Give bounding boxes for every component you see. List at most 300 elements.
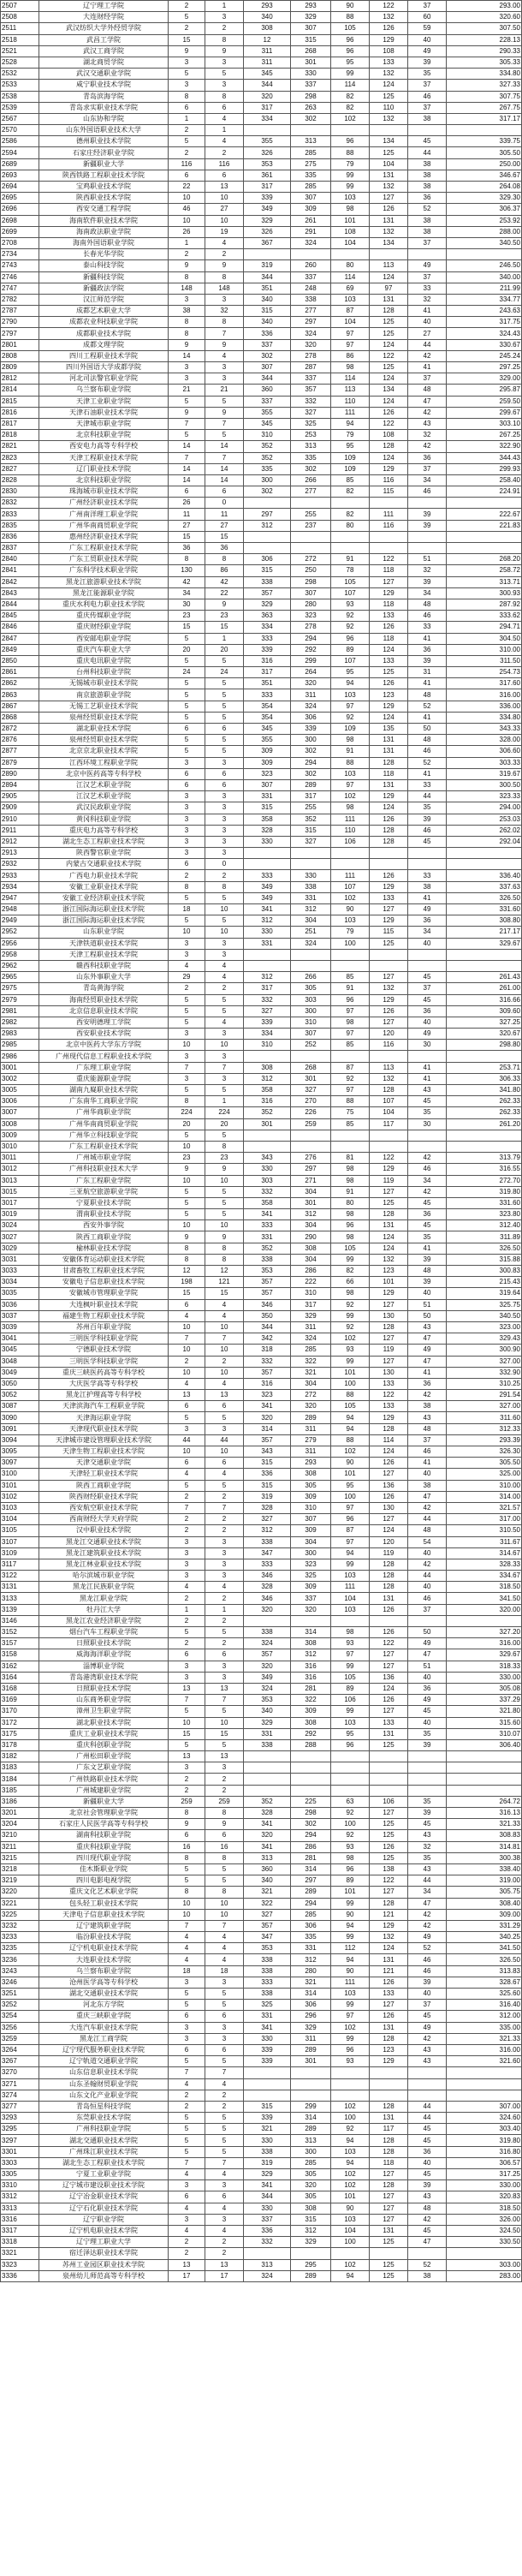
subject-score-cell: 36 [408,1005,447,1017]
school-code-cell: 3024 [1,1220,39,1231]
subject-score-cell: 124 [370,1943,408,1954]
plan-count-cell: 8 [169,881,205,892]
subject-score-cell: 128 [370,757,408,768]
plan-count-cell: 15 [169,531,205,542]
plan-count-cell: 9 [169,407,205,418]
school-code-cell: 2982 [1,1017,39,1028]
subject-score-cell: 101 [331,2191,370,2203]
school-code-cell: 3101 [1,1480,39,1491]
plan-count-cell: 198 [169,1277,205,1288]
table-row [1,147,522,158]
school-code-cell: 3050 [1,1378,39,1389]
subject-score-cell: 39 [408,655,447,666]
subject-score-cell: 132 [370,1254,408,1265]
school-name-cell: 天津现代职业技术学院 [39,1423,169,1434]
school-code-cell: 2693 [1,170,39,181]
table-row [1,633,522,644]
subject-score-cell: 33 [408,870,447,881]
min-score-cell: 272 [291,1390,331,1401]
subject-score-cell: 82 [331,486,370,498]
subject-score-cell: 40 [408,1717,447,1728]
school-code-cell: 2965 [1,972,39,983]
plan-count-cell: 3 [169,802,205,814]
subject-score-cell: 109 [331,724,370,735]
table-row [1,1785,522,1796]
school-name-cell: 陕西职业技术学院 [39,193,169,204]
school-name-cell: 四川现代职业学院 [39,1852,169,1863]
plan-count-cell: 8 [169,271,205,283]
school-name-cell: 乌兰察布职业学院 [39,385,169,396]
subject-score-cell: 99 [331,1898,370,1909]
min-score-cell: 312 [291,1649,331,1661]
school-code-cell: 3219 [1,1875,39,1887]
school-name-cell: 四川工程职业技术学院 [39,350,169,361]
school-name-cell: 黑龙江旅游职业技术学院 [39,576,169,587]
table-row [1,960,522,971]
subject-score-cell: 124 [370,712,408,723]
table-row [1,644,522,655]
subject-score-cell [408,125,447,136]
admitted-count-cell: 5 [205,1209,244,1220]
table-row [1,746,522,757]
subject-score-cell: 90 [331,1458,370,1469]
admitted-count-cell: 10 [205,1220,244,1231]
average-score-cell: 317.60 [447,678,522,689]
average-score-cell: 250.00 [447,158,522,170]
average-score-cell: 261.00 [447,983,522,994]
plan-count-cell: 10 [169,1446,205,1458]
plan-count-cell: 2 [169,2237,205,2248]
subject-score-cell: 98 [331,802,370,814]
school-name-cell: 西安电力高等专科学校 [39,441,169,452]
school-name-cell: 广州现代信息工程职业技术学院 [39,1051,169,1062]
school-name-cell: 漳州卫生职业学院 [39,1706,169,1717]
max-score-cell: 328 [244,1808,291,1819]
plan-count-cell: 42 [169,576,205,587]
subject-score-cell [370,531,408,542]
subject-score-cell: 45 [408,2135,447,2146]
min-score-cell: 289 [291,2270,331,2281]
max-score-cell: 303 [244,1175,291,1186]
subject-score-cell: 42 [408,1559,447,1570]
max-score-cell: 315 [244,306,291,317]
subject-score-cell: 131 [370,779,408,790]
plan-count-cell: 5 [169,1085,205,1096]
school-name-cell: 临汾职业技术学院 [39,1932,169,1943]
min-score-cell [291,960,331,971]
subject-score-cell: 99 [331,1559,370,1570]
school-code-cell: 2979 [1,994,39,1005]
subject-score-cell: 128 [370,1582,408,1593]
min-score-cell: 324 [291,938,331,949]
min-score-cell: 312 [291,2225,331,2236]
subject-score-cell: 89 [331,1875,370,1887]
school-name-cell: 湖北交通职业技术学院 [39,2135,169,2146]
average-score-cell: 215.43 [447,1277,522,1288]
school-code-cell: 2842 [1,576,39,587]
subject-score-cell: 120 [370,1536,408,1547]
average-score-cell: 217.17 [447,927,522,938]
table-row [1,1118,522,1130]
subject-score-cell: 127 [370,1356,408,1367]
min-score-cell: 261 [291,215,331,226]
subject-score-cell: 125 [370,328,408,339]
admitted-count-cell: 5 [205,2056,244,2067]
school-code-cell: 3297 [1,2135,39,2146]
admitted-count-cell: 8 [205,1141,244,1152]
min-score-cell: 327 [291,407,331,418]
subject-score-cell: 98 [331,1209,370,1220]
subject-score-cell: 102 [331,2259,370,2270]
table-row [1,1559,522,1570]
school-code-cell: 2567 [1,113,39,124]
school-code-cell: 2828 [1,474,39,486]
school-code-cell: 2843 [1,587,39,599]
average-score-cell: 341.50 [447,1593,522,1604]
average-score-cell: 311.89 [447,1231,522,1243]
subject-score-cell: 43 [408,1863,447,1875]
table-row [1,91,522,102]
subject-score-cell: 30 [408,1118,447,1130]
average-score-cell: 321.60 [447,2056,522,2067]
admitted-count-cell: 5 [205,1130,244,1141]
school-name-cell: 四川外国语大学成都学院 [39,362,169,373]
subject-score-cell: 36 [408,915,447,927]
min-score-cell: 272 [291,554,331,565]
school-name-cell: 广州珠江职业技术学院 [39,2146,169,2157]
subject-score-cell: 103 [331,768,370,779]
min-score-cell: 330 [291,870,331,881]
school-name-cell: 天津城市职业学院 [39,418,169,429]
max-score-cell: 345 [244,724,291,735]
school-name-cell: 湖南九嶷职业技术学院 [39,1085,169,1096]
max-score-cell: 337 [244,2214,291,2225]
plan-count-cell: 10 [169,193,205,204]
min-score-cell: 309 [291,1706,331,1717]
average-score-cell: 322.90 [447,441,522,452]
table-row [1,1434,522,1446]
plan-count-cell: 2 [169,2090,205,2101]
min-score-cell: 287 [291,362,331,373]
max-score-cell: 337 [244,396,291,407]
subject-score-cell: 48 [408,599,447,610]
subject-score-cell: 87 [331,1525,370,1536]
max-score-cell: 306 [244,554,291,565]
subject-score-cell: 42 [408,1390,447,1401]
subject-score-cell: 107 [331,655,370,666]
max-score-cell: 338 [244,576,291,587]
subject-score-cell [408,1051,447,1062]
school-code-cell: 3091 [1,1423,39,1434]
school-code-cell: 3317 [1,2225,39,2236]
subject-score-cell: 98 [331,362,370,373]
admitted-count-cell: 10 [205,904,244,915]
min-score-cell: 311 [291,2033,331,2044]
subject-score-cell: 60 [408,12,447,23]
plan-count-cell: 5 [169,396,205,407]
plan-count-cell: 5 [169,1186,205,1197]
admitted-count-cell: 3 [205,2180,244,2191]
min-score-cell: 322 [291,1356,331,1367]
subject-score-cell: 94 [331,2270,370,2281]
table-row [1,870,522,881]
school-code-cell: 2832 [1,498,39,509]
max-score-cell: 320 [244,1830,291,1841]
average-score-cell: 320.67 [447,1029,522,1040]
plan-count-cell: 24 [169,667,205,678]
average-score-cell [447,960,522,971]
average-score-cell: 336.00 [447,701,522,712]
subject-score-cell [408,543,447,554]
subject-score-cell: 95 [331,667,370,678]
subject-score-cell: 33 [408,283,447,294]
min-score-cell: 317 [291,791,331,802]
average-score-cell: 272.70 [447,1175,522,1186]
average-score-cell: 316.66 [447,994,522,1005]
plan-count-cell: 2 [169,125,205,136]
admitted-count-cell: 3 [205,848,244,859]
subject-score-cell [331,2078,370,2090]
plan-count-cell: 6 [169,1458,205,1469]
average-score-cell: 295.87 [447,385,522,396]
average-score-cell: 254.73 [447,667,522,678]
average-score-cell: 294.71 [447,622,522,633]
max-score-cell: 320 [244,1661,291,1672]
school-name-cell: 广州华商职业学院 [39,1107,169,1118]
max-score-cell: 334 [244,1029,291,1040]
school-name-cell: 广州科技职业学院 [39,2124,169,2135]
plan-count-cell: 8 [169,1254,205,1265]
subject-score-cell: 124 [370,271,408,283]
min-score-cell: 288 [291,1739,331,1750]
admitted-count-cell: 21 [205,385,244,396]
max-score-cell: 328 [244,1582,291,1593]
admitted-count-cell: 4 [205,2169,244,2180]
school-code-cell: 3012 [1,1164,39,1175]
max-score-cell: 354 [244,701,291,712]
school-name-cell: 沧州医学高等专科学校 [39,1977,169,1988]
max-score-cell: 333 [244,633,291,644]
admitted-count-cell: 2 [205,23,244,34]
min-score-cell: 303 [291,994,331,1005]
subject-score-cell: 93 [331,1638,370,1649]
school-name-cell: 重庆三峡医药高等专科学校 [39,1367,169,1378]
school-code-cell: 2734 [1,249,39,260]
subject-score-cell: 129 [370,463,408,474]
min-score-cell: 300 [291,2146,331,2157]
subject-score-cell: 46 [408,91,447,102]
plan-count-cell: 2 [169,1356,205,1367]
admitted-count-cell: 32 [205,306,244,317]
school-name-cell: 宝鸡职业技术学院 [39,182,169,193]
average-score-cell: 321.33 [447,1819,522,1830]
subject-score-cell: 44 [408,2113,447,2124]
max-score-cell: 319 [244,2157,291,2168]
min-score-cell: 322 [291,1695,331,1706]
subject-score-cell: 103 [331,689,370,701]
subject-score-cell: 119 [370,1175,408,1186]
admitted-count-cell: 2 [205,1356,244,1367]
table-row [1,836,522,847]
max-score-cell: 341 [244,1401,291,1412]
subject-score-cell: 127 [370,1808,408,1819]
school-code-cell: 2985 [1,1040,39,1051]
admitted-count-cell: 36 [205,543,244,554]
plan-count-cell: 5 [169,701,205,712]
admitted-count-cell: 3 [205,294,244,305]
subject-score-cell: 49 [408,2022,447,2033]
school-code-cell: 3010 [1,1141,39,1152]
plan-count-cell: 10 [169,1040,205,1051]
min-score-cell: 321 [291,1977,331,1988]
subject-score-cell: 49 [408,1932,447,1943]
subject-score-cell: 118 [370,565,408,576]
admitted-count-cell: 2 [205,1491,244,1502]
school-code-cell: 3102 [1,1491,39,1502]
school-name-cell: 大连汽车职业技术学院 [39,2022,169,2033]
school-name-cell: 重庆科创职业学院 [39,1739,169,1750]
subject-score-cell [408,531,447,542]
school-code-cell: 3049 [1,1367,39,1378]
max-score-cell: 352 [244,1107,291,1118]
school-code-cell: 2913 [1,848,39,859]
admitted-count-cell: 5 [205,1085,244,1096]
table-row [1,983,522,994]
school-name-cell: 江汉艺术职业学院 [39,779,169,790]
min-score-cell: 329 [291,2022,331,2033]
plan-count-cell: 2 [169,147,205,158]
subject-score-cell: 47 [408,2237,447,2248]
subject-score-cell: 124 [370,452,408,463]
school-name-cell: 汉江师范学院 [39,294,169,305]
max-score-cell: 341 [244,904,291,915]
subject-score-cell: 33 [408,779,447,790]
plan-count-cell: 3 [169,1029,205,1040]
school-name-cell: 海南软件职业技术学院 [39,215,169,226]
subject-score-cell: 134 [370,136,408,147]
plan-count-cell: 3 [169,1571,205,1582]
table-row [1,418,522,429]
min-score-cell: 357 [291,385,331,396]
subject-score-cell: 95 [331,441,370,452]
school-code-cell: 2867 [1,701,39,712]
table-row [1,1739,522,1750]
admitted-count-cell: 5 [205,1197,244,1208]
school-name-cell: 辽宁冶金职业技术学院 [39,2191,169,2203]
admitted-count-cell: 3 [205,814,244,825]
school-name-cell: 辽宁建筑职业学院 [39,1920,169,1931]
school-name-cell: 黑龙江农业经济职业学院 [39,1615,169,1626]
average-score-cell: 307.75 [447,91,522,102]
average-score-cell: 300.90 [447,1345,522,1356]
admitted-count-cell: 7 [205,418,244,429]
max-score-cell: 331 [244,2011,291,2022]
plan-count-cell: 7 [169,1062,205,1073]
table-row [1,1898,522,1909]
subject-score-cell: 39 [408,2180,447,2191]
subject-score-cell [370,1774,408,1785]
plan-count-cell: 9 [169,339,205,350]
admitted-count-cell: 2 [205,870,244,881]
subject-score-cell: 48 [408,1525,447,1536]
subject-score-cell: 127 [370,2203,408,2214]
plan-count-cell: 5 [169,892,205,903]
max-score-cell: 335 [244,463,291,474]
plan-count-cell: 5 [169,1706,205,1717]
school-name-cell: 北京社会管理职业学院 [39,1808,169,1819]
min-score-cell: 313 [291,441,331,452]
table-row [1,2078,522,2090]
subject-score-cell: 37 [408,373,447,385]
subject-score-cell [331,531,370,542]
subject-score-cell: 130 [370,1367,408,1378]
table-row [1,350,522,361]
subject-score-cell: 97 [331,2011,370,2022]
max-score-cell: 349 [244,204,291,215]
max-score-cell: 309 [244,757,291,768]
school-name-cell: 广州经济职业技术学院 [39,498,169,509]
average-score-cell: 343.33 [447,724,522,735]
plan-count-cell: 6 [169,1299,205,1310]
table-row [1,1390,522,1401]
average-score-cell: 327.00 [447,1356,522,1367]
school-code-cell: 2816 [1,407,39,418]
school-code-cell: 3246 [1,1977,39,1988]
admitted-count-cell: 2 [205,1525,244,1536]
average-score-cell: 330.67 [447,339,522,350]
min-score-cell [291,1751,331,1762]
school-code-cell: 3107 [1,1536,39,1547]
admitted-count-cell: 18 [205,1965,244,1977]
plan-count-cell: 5 [169,2056,205,2067]
max-score-cell: 358 [244,1197,291,1208]
subject-score-cell: 40 [408,1989,447,2000]
plan-count-cell: 10 [169,1141,205,1152]
school-name-cell: 石家庄经济职业学院 [39,147,169,158]
max-score-cell: 320 [244,1604,291,1615]
min-score-cell: 298 [291,576,331,587]
plan-count-cell: 13 [169,1751,205,1762]
subject-score-cell: 32 [408,430,447,441]
plan-count-cell: 5 [169,1480,205,1491]
plan-count-cell: 10 [169,1367,205,1378]
subject-score-cell: 127 [370,2000,408,2011]
subject-score-cell: 41 [408,633,447,644]
subject-score-cell: 126 [370,1841,408,1852]
admitted-count-cell: 5 [205,2000,244,2011]
subject-score-cell: 99 [331,1932,370,1943]
school-name-cell: 黑龙江民族职业学院 [39,1582,169,1593]
min-score-cell: 292 [291,1728,331,1739]
max-score-cell [244,2067,291,2078]
school-name-cell: 渭南职业技术学院 [39,1209,169,1220]
school-name-cell: 烟台汽车工程职业学院 [39,1627,169,1638]
subject-score-cell: 51 [408,554,447,565]
admitted-count-cell: 8 [205,1808,244,1819]
table-row [1,1446,522,1458]
subject-score-cell: 90 [331,1,370,12]
subject-score-cell [331,2067,370,2078]
min-score-cell: 305 [291,983,331,994]
table-row [1,1863,522,1875]
subject-score-cell: 89 [331,1683,370,1694]
average-score-cell: 253.71 [447,1062,522,1073]
subject-score-cell: 37 [408,237,447,248]
school-name-cell: 大连财经学院 [39,12,169,23]
subject-score-cell: 124 [370,1243,408,1254]
average-score-cell: 334.80 [447,69,522,80]
min-score-cell: 337 [291,271,331,283]
